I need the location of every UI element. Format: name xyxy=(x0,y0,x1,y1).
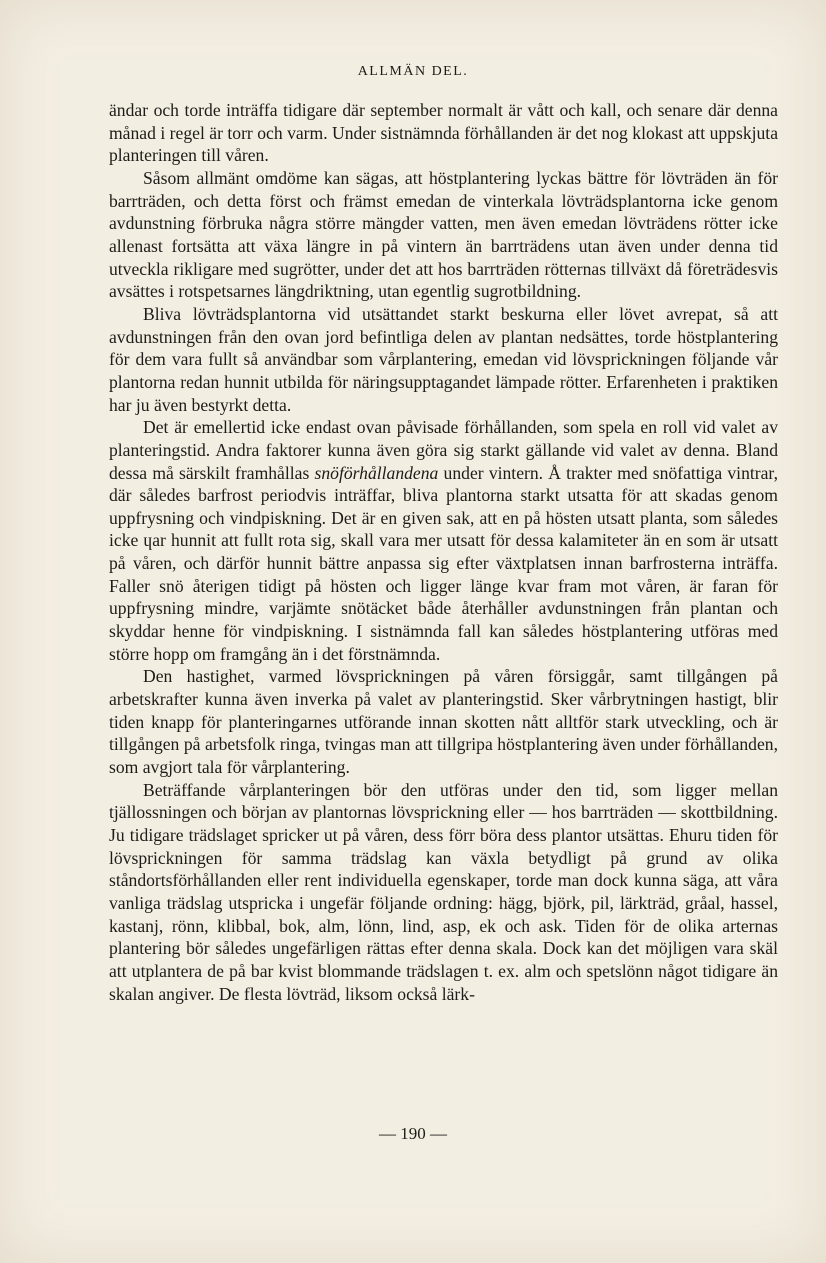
paragraph-3 xyxy=(109,303,778,416)
paragraph-text: Såsom allmänt omdöme kan sägas, att höstplantering lyckas bättre för lövträden än för barrträden, och detta först och främst emedan de vinterkala lövträdsplantorna icke genom avdunstning förbruka några större mängder vatten, men även emedan lövträdens rötter icke allenast fortsätta att växa längre in på vintern än barrträdens utan även under denna tid utveckla rikligare med sugrötter, under det att hos barrträden rötternas tillväxt då företrädesvis avsättes i rotspetsarnes längdriktning, utan egentlig sugrotbildning. xyxy=(109,167,778,302)
body-text xyxy=(109,99,778,1005)
page-number: — 190 — xyxy=(379,1124,447,1143)
paragraph-text: Beträffande vårplanteringen bör den utföras under den tid, som ligger mellan tjällossningen och början av plantornas lövsprickning eller — hos barrträden — skottbildning. Ju tidigare trädslaget spricker ut på våren, dess förr böra dess plantor utsättas. Ehuru tiden för lövsprickningen för samma trädslag kan växla betydligt på grund av olika ståndortsförhållanden eller rent individuella egenskaper, torde man dock kunna säga, att våra vanliga trädslag utspricka i ungefär följande ordning: hägg, björk, pil, lärkträd, gråal, hassel, kastanj, rönn, klibbal, bok, alm, lönn, lind, asp, ek och ask. Tiden för de olika arternas plantering bör således ungefärligen rättas efter denna skala. Dock kan det möjligen vara skäl att utplantera de på bar kvist blommande trädslagen t. ex. alm och spetslönn något tidigare än skalan angiver. De flesta lövträd, liksom också lärk- xyxy=(109,779,778,1004)
paragraph-1 xyxy=(109,99,778,167)
paragraph-4 xyxy=(109,416,778,665)
paragraph-2 xyxy=(109,167,778,303)
emphasized-term: snöförhållandena xyxy=(314,462,439,483)
paragraph-text: Bliva lövträdsplantorna vid utsättandet starkt beskurna eller lövet avrepat, så att avdunstningen från den ovan jord befintliga delen av plantan nedsättes, torde höstplantering för dem vara fullt så användbar som vårplantering, emedan vid lövsprickningen följande vår plantorna redan hunnit utbilda för näringsupptagandet lämpade rötter. Erfarenheten i praktiken har ju även bestyrkt detta. xyxy=(109,303,778,415)
paragraph-6 xyxy=(109,779,778,1006)
paragraph-text: ändar och torde inträffa tidigare där september normalt är vått och kall, och senare där denna månad i regel är torr och varm. Under sistnämnda förhållanden är det nog klokast att uppskjuta planteringen till våren. xyxy=(109,100,778,166)
paragraph-text: Det är emellertid icke endast ovan påvisade förhållanden, som spela en roll vid valet av planteringstid. Andra faktorer kunna även göra sig starkt gällande vid valet av denna. Bland dessa må särskilt framhållas xyxy=(109,417,778,483)
paragraph-text: Den hastighet, varmed lövsprickningen på våren försiggår, samt tillgången på arbetskrafter kunna även inverka på valet av planteringstid. Sker vårbrytningen hastigt, blir tiden knapp för planteringarnes utförande innan skotten nått alltför stark utveckling, och är tillgången på arbetsfolk ringa, tvingas man att tillgripa höstplantering även under förhållanden, som avgjort tala för vårplantering. xyxy=(109,666,778,778)
running-header: ALLMÄN DEL. xyxy=(357,64,469,79)
paragraph-5 xyxy=(109,665,778,778)
paragraph-text: under vintern. Å trakter med snöfattiga vintrar, där således barfrost periodvis inträffar, bliva plantorna starkt utsatta för att skadas genom uppfrysning och vindpiskning. Det är en given sak, att en på hösten utsatt planta, som således icke ɥar hunnit att fullt rota sig, skall vara mer utsatt för dessa kalamiteter än en som är utsatt på våren, och därför hunnit bättre anpassa sig efter växtplatsen innan barfrosterna inträffa. Faller snö återigen tidigt på hösten och ligger länge kvar fram mot våren, är faran för uppfrysning mindre, varjämte snötäcket både återhåller avdunstningen från plantan och skyddar henne för vindpiskning. I sistnämnda fall kan således höstplantering utföras med större hopp om framgång än i det förstnämnda. xyxy=(109,462,778,664)
